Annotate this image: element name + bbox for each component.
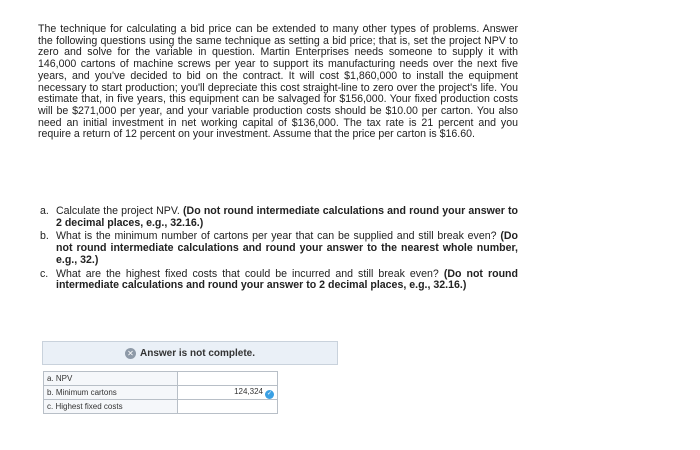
question-instruction: (Do not round intermediate calculations and round your answer to the nearest whole number, e.g., 32.) — [56, 230, 518, 266]
answer-status-text: Answer is not complete. — [139, 347, 256, 359]
question-a — [40, 206, 518, 229]
question-text: Calculate the project NPV. — [56, 205, 180, 217]
problem-statement: The technique for calculating a bid price can be extended to many other types of problems. Answer the following questions using the same technique as setting a bid price; that is, set the project NPV to zero and solve for the variable in question. Martin Enterprises needs someone to supply it with 146,000 cartons of machine screws per year to support its manufacturing needs over the next five years, and you've decided to bid on the contract. It will cost $1,860,000 to install the equipment necessary to start production; you'll depreciate this cost straight-line to zero over the project's life. You estimate that, in five years, this equipment can be salvaged for $156,000. Your fixed production costs will be $271,000 per year, and your variable production costs should be $10.00 per carton. You also need an initial investment in net working capital of $136,000. The tax rate is 21 percent and you require a return of 12 percent on your investment. Assume that the price per carton is $16.60. — [38, 23, 518, 141]
npv-answer-input[interactable] — [178, 372, 278, 386]
question-c — [40, 269, 518, 292]
question-letter: c. — [40, 267, 49, 280]
answer-table — [43, 371, 278, 414]
question-instruction: (Do not round intermediate calculations and round your answer to 2 decimal places, e.g., 32.16.) — [56, 267, 518, 292]
check-circle-icon: ✓ — [266, 390, 273, 397]
row-label: c. Highest fixed costs — [44, 400, 178, 414]
table-row — [44, 372, 278, 386]
fixed-costs-answer-input[interactable] — [178, 400, 278, 414]
question-text: What are the highest fixed costs that could be incurred and still break even? — [56, 267, 439, 280]
question-list — [40, 206, 518, 294]
minimum-cartons-answer-input[interactable] — [178, 386, 278, 400]
question-letter: a. — [40, 205, 49, 217]
x-circle-icon: ✕ — [125, 348, 136, 359]
question-instruction: (Do not round intermediate calculations and round your answer to 2 decimal places, e.g., 32.16.) — [56, 205, 518, 229]
answer-status-banner — [42, 341, 338, 365]
table-row — [44, 400, 278, 414]
question-b — [40, 231, 518, 266]
table-row — [44, 386, 278, 400]
row-label: a. NPV — [44, 372, 178, 386]
question-letter: b. — [40, 230, 49, 243]
row-label: b. Minimum cartons — [44, 386, 178, 400]
answer-value: 124,324 — [234, 386, 263, 396]
question-text: What is the minimum number of cartons per year that can be supplied and still break even? — [56, 230, 497, 243]
